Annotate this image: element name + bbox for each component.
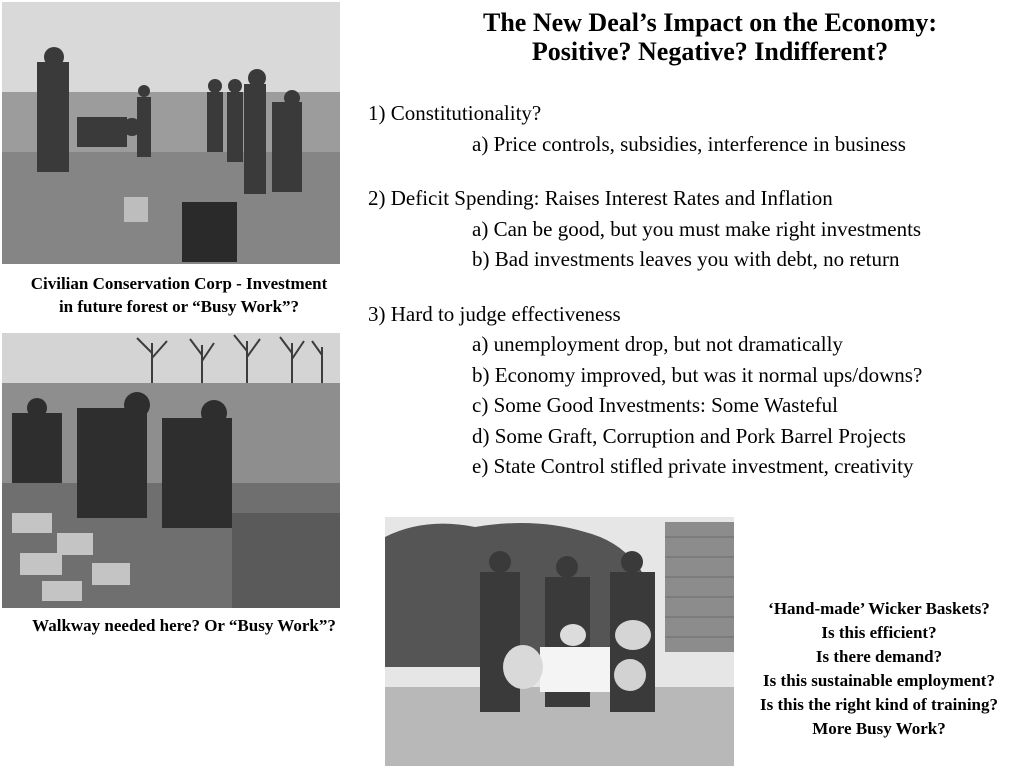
baskets-caption-line: Is this efficient? [821, 623, 937, 642]
walkway-caption [4, 614, 364, 637]
baskets-photo [385, 517, 734, 766]
ccc-caption-line: Civilian Conservation Corp - Investment [30, 274, 328, 293]
outline-subpoint: b) Bad investments leaves you with debt, no return [472, 247, 900, 271]
slide-title [400, 8, 1020, 66]
baskets-caption-line: Is this sustainable employment? [763, 671, 995, 690]
slide-title-line: Positive? Negative? Indifferent? [531, 37, 889, 66]
baskets-caption-line: Is this the right kind of training? [759, 695, 999, 714]
baskets-caption-line: Is there demand? [815, 647, 943, 666]
outline-point: 2) Deficit Spending: Raises Interest Rates and Inflation [368, 186, 833, 210]
walkway-caption-line: Walkway needed here? Or “Busy Work”? [32, 616, 336, 635]
outline-subpoint: a) unemployment drop, but not dramatically [472, 332, 843, 356]
outline-subpoint: e) State Control stifled private investment, creativity [472, 454, 914, 478]
ccc-caption [0, 272, 358, 318]
outline-subpoint: b) Economy improved, but was it normal ups/downs? [472, 362, 923, 387]
outline-point: 3) Hard to judge effectiveness [368, 301, 621, 326]
outline-subpoint: a) Price controls, subsidies, interference in business [472, 131, 906, 156]
walkway-photo [2, 333, 340, 608]
outline-point: 1) Constitutionality? [368, 101, 542, 125]
baskets-caption [734, 597, 1024, 741]
outline-subpoint: c) Some Good Investments: Some Wasteful [472, 393, 838, 417]
baskets-caption-line: ‘Hand-made’ Wicker Baskets? [768, 599, 990, 618]
ccc-photo [2, 2, 340, 264]
baskets-caption-line: More Busy Work? [812, 719, 946, 738]
slide-title-line: The New Deal’s Impact on the Economy: [483, 8, 937, 37]
outline-subpoint: a) Can be good, but you must make right investments [472, 216, 922, 241]
outline [368, 98, 1024, 482]
outline-subpoint: d) Some Graft, Corruption and Pork Barrel Projects [472, 423, 906, 448]
ccc-caption-line: in future forest or “Busy Work”? [58, 297, 300, 316]
